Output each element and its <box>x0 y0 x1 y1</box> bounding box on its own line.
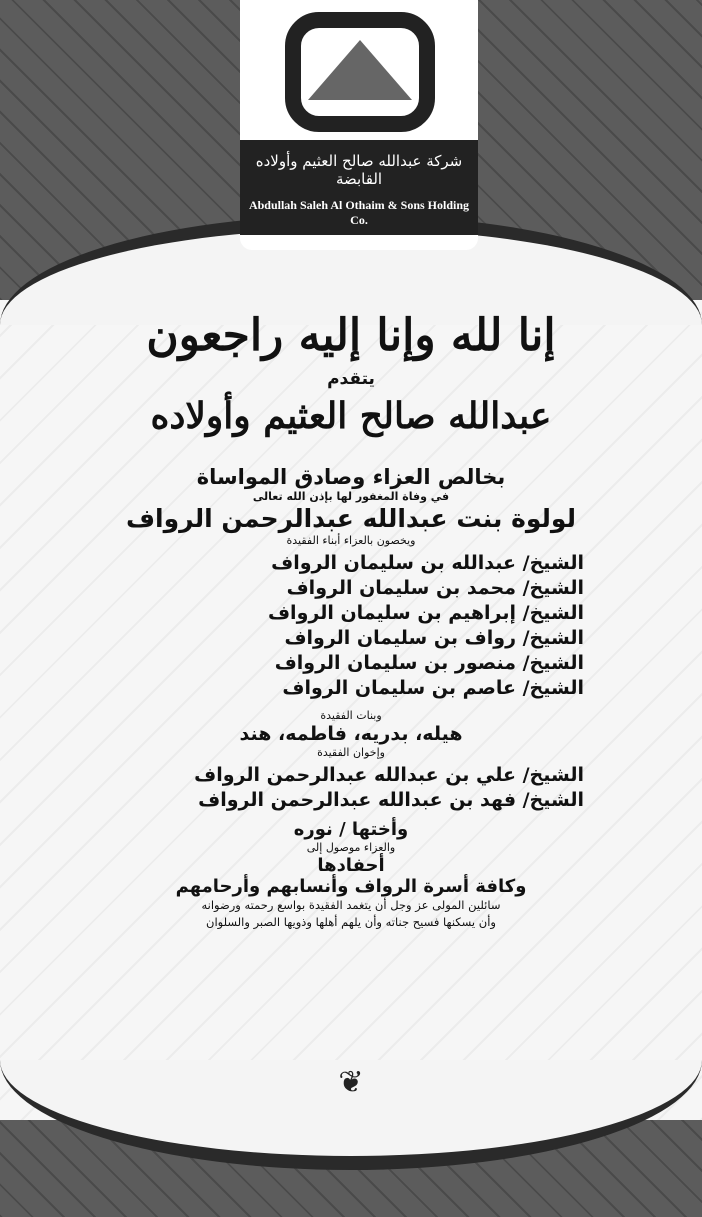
company-logo <box>240 0 478 250</box>
son-name: الشيخ/ إبراهيم بن سليمان الرواف <box>267 602 584 624</box>
son-name: الشيخ/ منصور بن سليمان الرواف <box>274 652 584 674</box>
sender-calligraphy: عبدالله صالح العثيم وأولاده <box>150 395 552 437</box>
sons-intro: ويخصون بالعزاء أبناء الفقيدة <box>286 534 416 547</box>
brother-name: الشيخ/ علي بن عبدالله عبدالرحمن الرواف <box>194 764 584 786</box>
brother-name: الشيخ/ فهد بن عبدالله عبدالرحمن الرواف <box>198 789 584 811</box>
son-name: الشيخ/ عبدالله بن سليمان الرواف <box>271 552 584 574</box>
company-name-ar: شركة عبدالله صالح العثيم وأولاده القابضة <box>255 152 463 188</box>
son-name: الشيخ/ محمد بن سليمان الرواف <box>286 577 584 599</box>
on-death-line: في وفاة المغفور لها بإذن الله تعالى <box>252 490 450 503</box>
deceased-name: لولوة بنت عبدالله عبدالرحمن الرواف <box>126 504 576 533</box>
closing-line: وأن يسكنها فسيح جناته وأن يلهم أهلها وذويها الصبر والسلوان <box>206 915 496 929</box>
family-line: وكافة أسرة الرواف وأنسابهم وأرحامهم <box>175 876 527 897</box>
tree-icon <box>308 40 412 100</box>
daughters-intro: وبنات الفقيدة <box>320 709 382 722</box>
condolence-content <box>0 300 702 931</box>
grandchildren-line: أحفادها <box>317 855 385 876</box>
sister-name: وأختها / نوره <box>293 819 409 840</box>
company-name-en: Abdullah Saleh Al Othaim & Sons Holding Co. <box>248 198 470 227</box>
daughters-names: هيله، بدريه، فاطمه، هند <box>239 723 463 745</box>
son-name: الشيخ/ رواف بن سليمان الرواف <box>284 627 584 649</box>
condolence-line: بخالص العزاء وصادق المواساة <box>196 465 506 489</box>
brothers-intro: وإخوان الفقيدة <box>317 746 385 759</box>
son-name: الشيخ/ عاصم بن سليمان الرواف <box>282 677 584 699</box>
closing-line: سائلين المولى عز وجل أن يتغمد الفقيدة بواسع رحمته ورضوانه <box>201 898 501 912</box>
logo-mark-icon <box>285 12 435 132</box>
logo-band <box>240 140 478 235</box>
extended-intro: والعزاء موصول إلى <box>306 841 396 854</box>
verse-calligraphy: إنا لله وإنا إليه راجعون <box>146 310 556 361</box>
presents-text: يتقدم <box>327 369 375 389</box>
floral-ornament-icon: ❦ <box>338 1065 364 1100</box>
